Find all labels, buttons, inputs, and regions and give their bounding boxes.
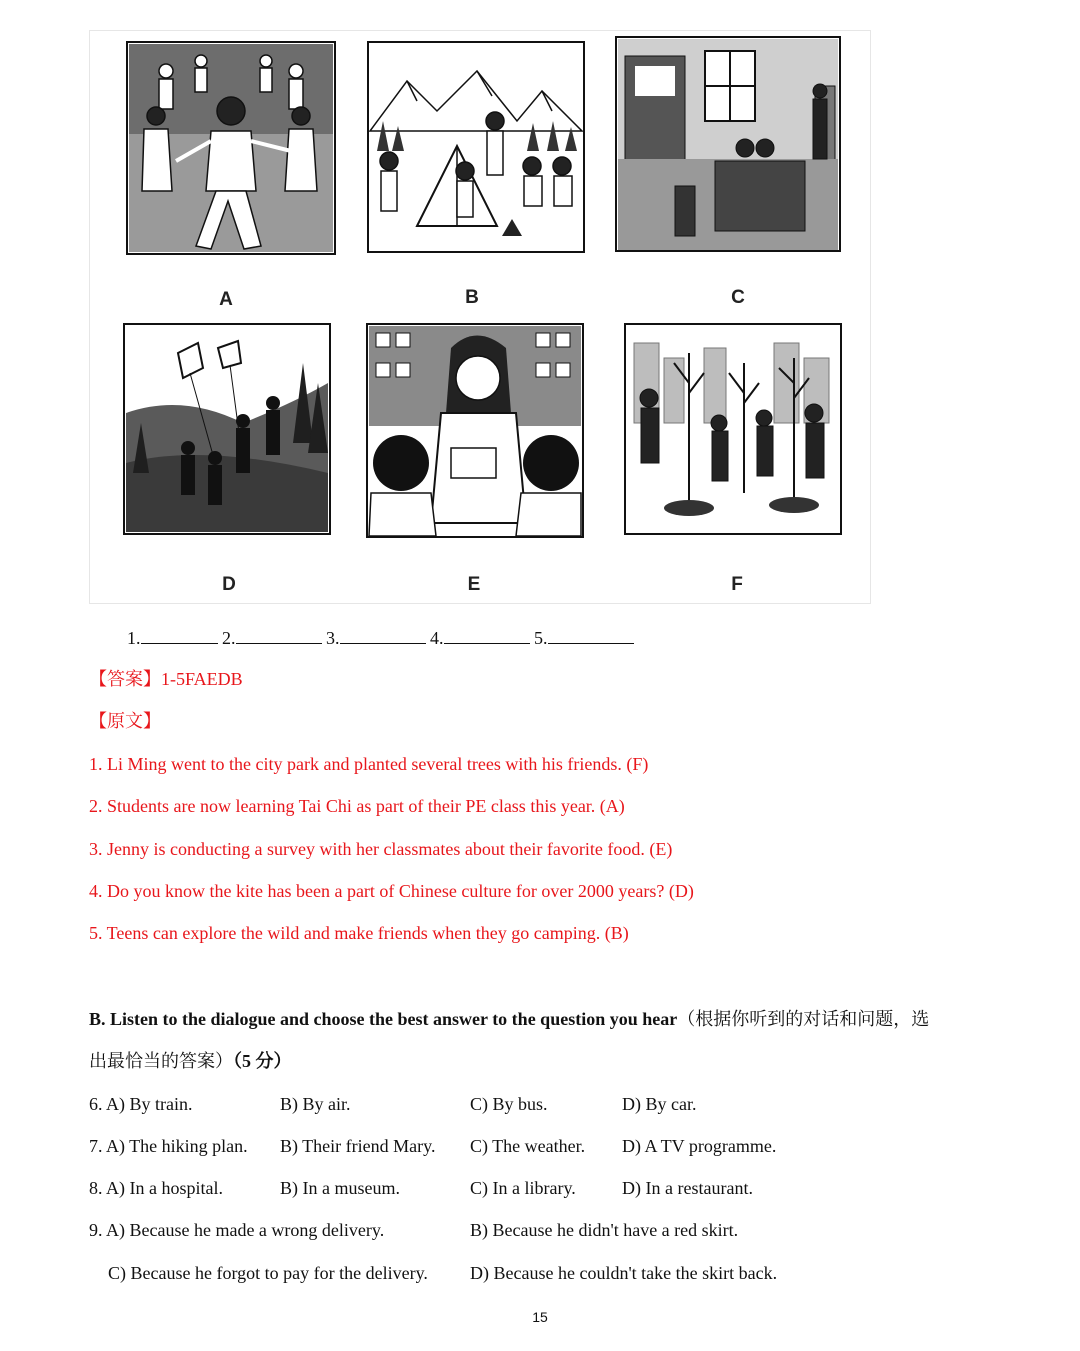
blank-label-2: 2. bbox=[222, 628, 236, 648]
q9-option-c: C) Because he forgot to pay for the delivery. bbox=[108, 1263, 428, 1283]
panel-letter-d: D bbox=[222, 574, 236, 595]
answer-blanks bbox=[127, 627, 634, 649]
camping-illustration bbox=[367, 41, 585, 253]
tai-chi-illustration bbox=[126, 41, 336, 255]
kite-flying-illustration bbox=[123, 323, 331, 535]
panel-e bbox=[366, 323, 584, 538]
q9-option-d: D) Because he couldn't take the skirt back. bbox=[470, 1263, 778, 1283]
answer-value: 1-5FAEDB bbox=[161, 669, 243, 689]
survey-illustration bbox=[366, 323, 584, 538]
transcript-line-3: 3. Jenny is conducting a survey with her classmates about their favorite food. (E) bbox=[89, 839, 673, 859]
q9-option-b: B) Because he didn't have a red skirt. bbox=[470, 1220, 739, 1240]
blank-label-5: 5. bbox=[534, 628, 548, 648]
tree-planting-illustration bbox=[624, 323, 842, 535]
blank-3[interactable] bbox=[340, 627, 426, 644]
picture-matching-figure bbox=[89, 30, 871, 604]
blank-5[interactable] bbox=[548, 627, 634, 644]
transcript-line-5: 5. Teens can explore the wild and make friends when they go camping. (B) bbox=[89, 923, 629, 943]
q7-option-b: B) Their friend Mary. bbox=[280, 1136, 436, 1156]
section-b-heading-cn-2: 出最恰当的答案） bbox=[89, 1051, 233, 1071]
panel-letter-e: E bbox=[467, 574, 481, 595]
panel-f bbox=[624, 323, 842, 535]
transcript-line-4: 4. Do you know the kite has been a part of Chinese culture for over 2000 years? (D) bbox=[89, 881, 694, 901]
q7-option-c: C) The weather. bbox=[470, 1136, 586, 1156]
section-b-heading-cn: （根据你听到的对话和问题，选 bbox=[677, 1009, 930, 1029]
panel-letter-a: A bbox=[219, 289, 233, 310]
blank-4[interactable] bbox=[444, 627, 530, 644]
section-b-heading-line2 bbox=[89, 1050, 292, 1072]
answer-label: 【答案】 bbox=[89, 669, 161, 689]
q6-option-b: B) By air. bbox=[280, 1094, 351, 1114]
panel-letter-f: F bbox=[731, 574, 743, 595]
living-room-illustration bbox=[615, 36, 841, 252]
panel-d bbox=[123, 323, 331, 535]
section-b-heading bbox=[89, 1008, 929, 1030]
blank-2[interactable] bbox=[236, 627, 322, 644]
answer-line bbox=[89, 668, 243, 690]
q8-option-d: D) In a restaurant. bbox=[622, 1178, 753, 1198]
q6-option-a: 6. A) By train. bbox=[89, 1094, 193, 1114]
blank-1[interactable] bbox=[141, 627, 218, 644]
q8-option-b: B) In a museum. bbox=[280, 1178, 400, 1198]
q9-option-a: 9. A) Because he made a wrong delivery. bbox=[89, 1220, 385, 1240]
section-b-score: （5 分） bbox=[233, 1051, 292, 1071]
transcript-label: 【原文】 bbox=[89, 711, 161, 731]
panel-b bbox=[367, 41, 585, 253]
transcript-line-1: 1. Li Ming went to the city park and planted several trees with his friends. (F) bbox=[89, 754, 649, 774]
page-number: 15 bbox=[532, 1309, 548, 1325]
q7-option-d: D) A TV programme. bbox=[622, 1136, 777, 1156]
q8-option-c: C) In a library. bbox=[470, 1178, 576, 1198]
blank-label-3: 3. bbox=[326, 628, 340, 648]
q7-option-a: 7. A) The hiking plan. bbox=[89, 1136, 248, 1156]
q8-option-a: 8. A) In a hospital. bbox=[89, 1178, 223, 1198]
blank-label-1: 1. bbox=[127, 628, 141, 648]
panel-letter-c: C bbox=[731, 287, 745, 308]
transcript-line-2: 2. Students are now learning Tai Chi as part of their PE class this year. (A) bbox=[89, 796, 625, 816]
blank-label-4: 4. bbox=[430, 628, 444, 648]
section-b-heading-en: B. Listen to the dialogue and choose the best answer to the question you hear bbox=[89, 1009, 678, 1029]
panel-a bbox=[126, 41, 336, 255]
q6-option-c: C) By bus. bbox=[470, 1094, 548, 1114]
q6-option-d: D) By car. bbox=[622, 1094, 697, 1114]
panel-letter-b: B bbox=[465, 287, 479, 308]
panel-c bbox=[615, 36, 841, 252]
